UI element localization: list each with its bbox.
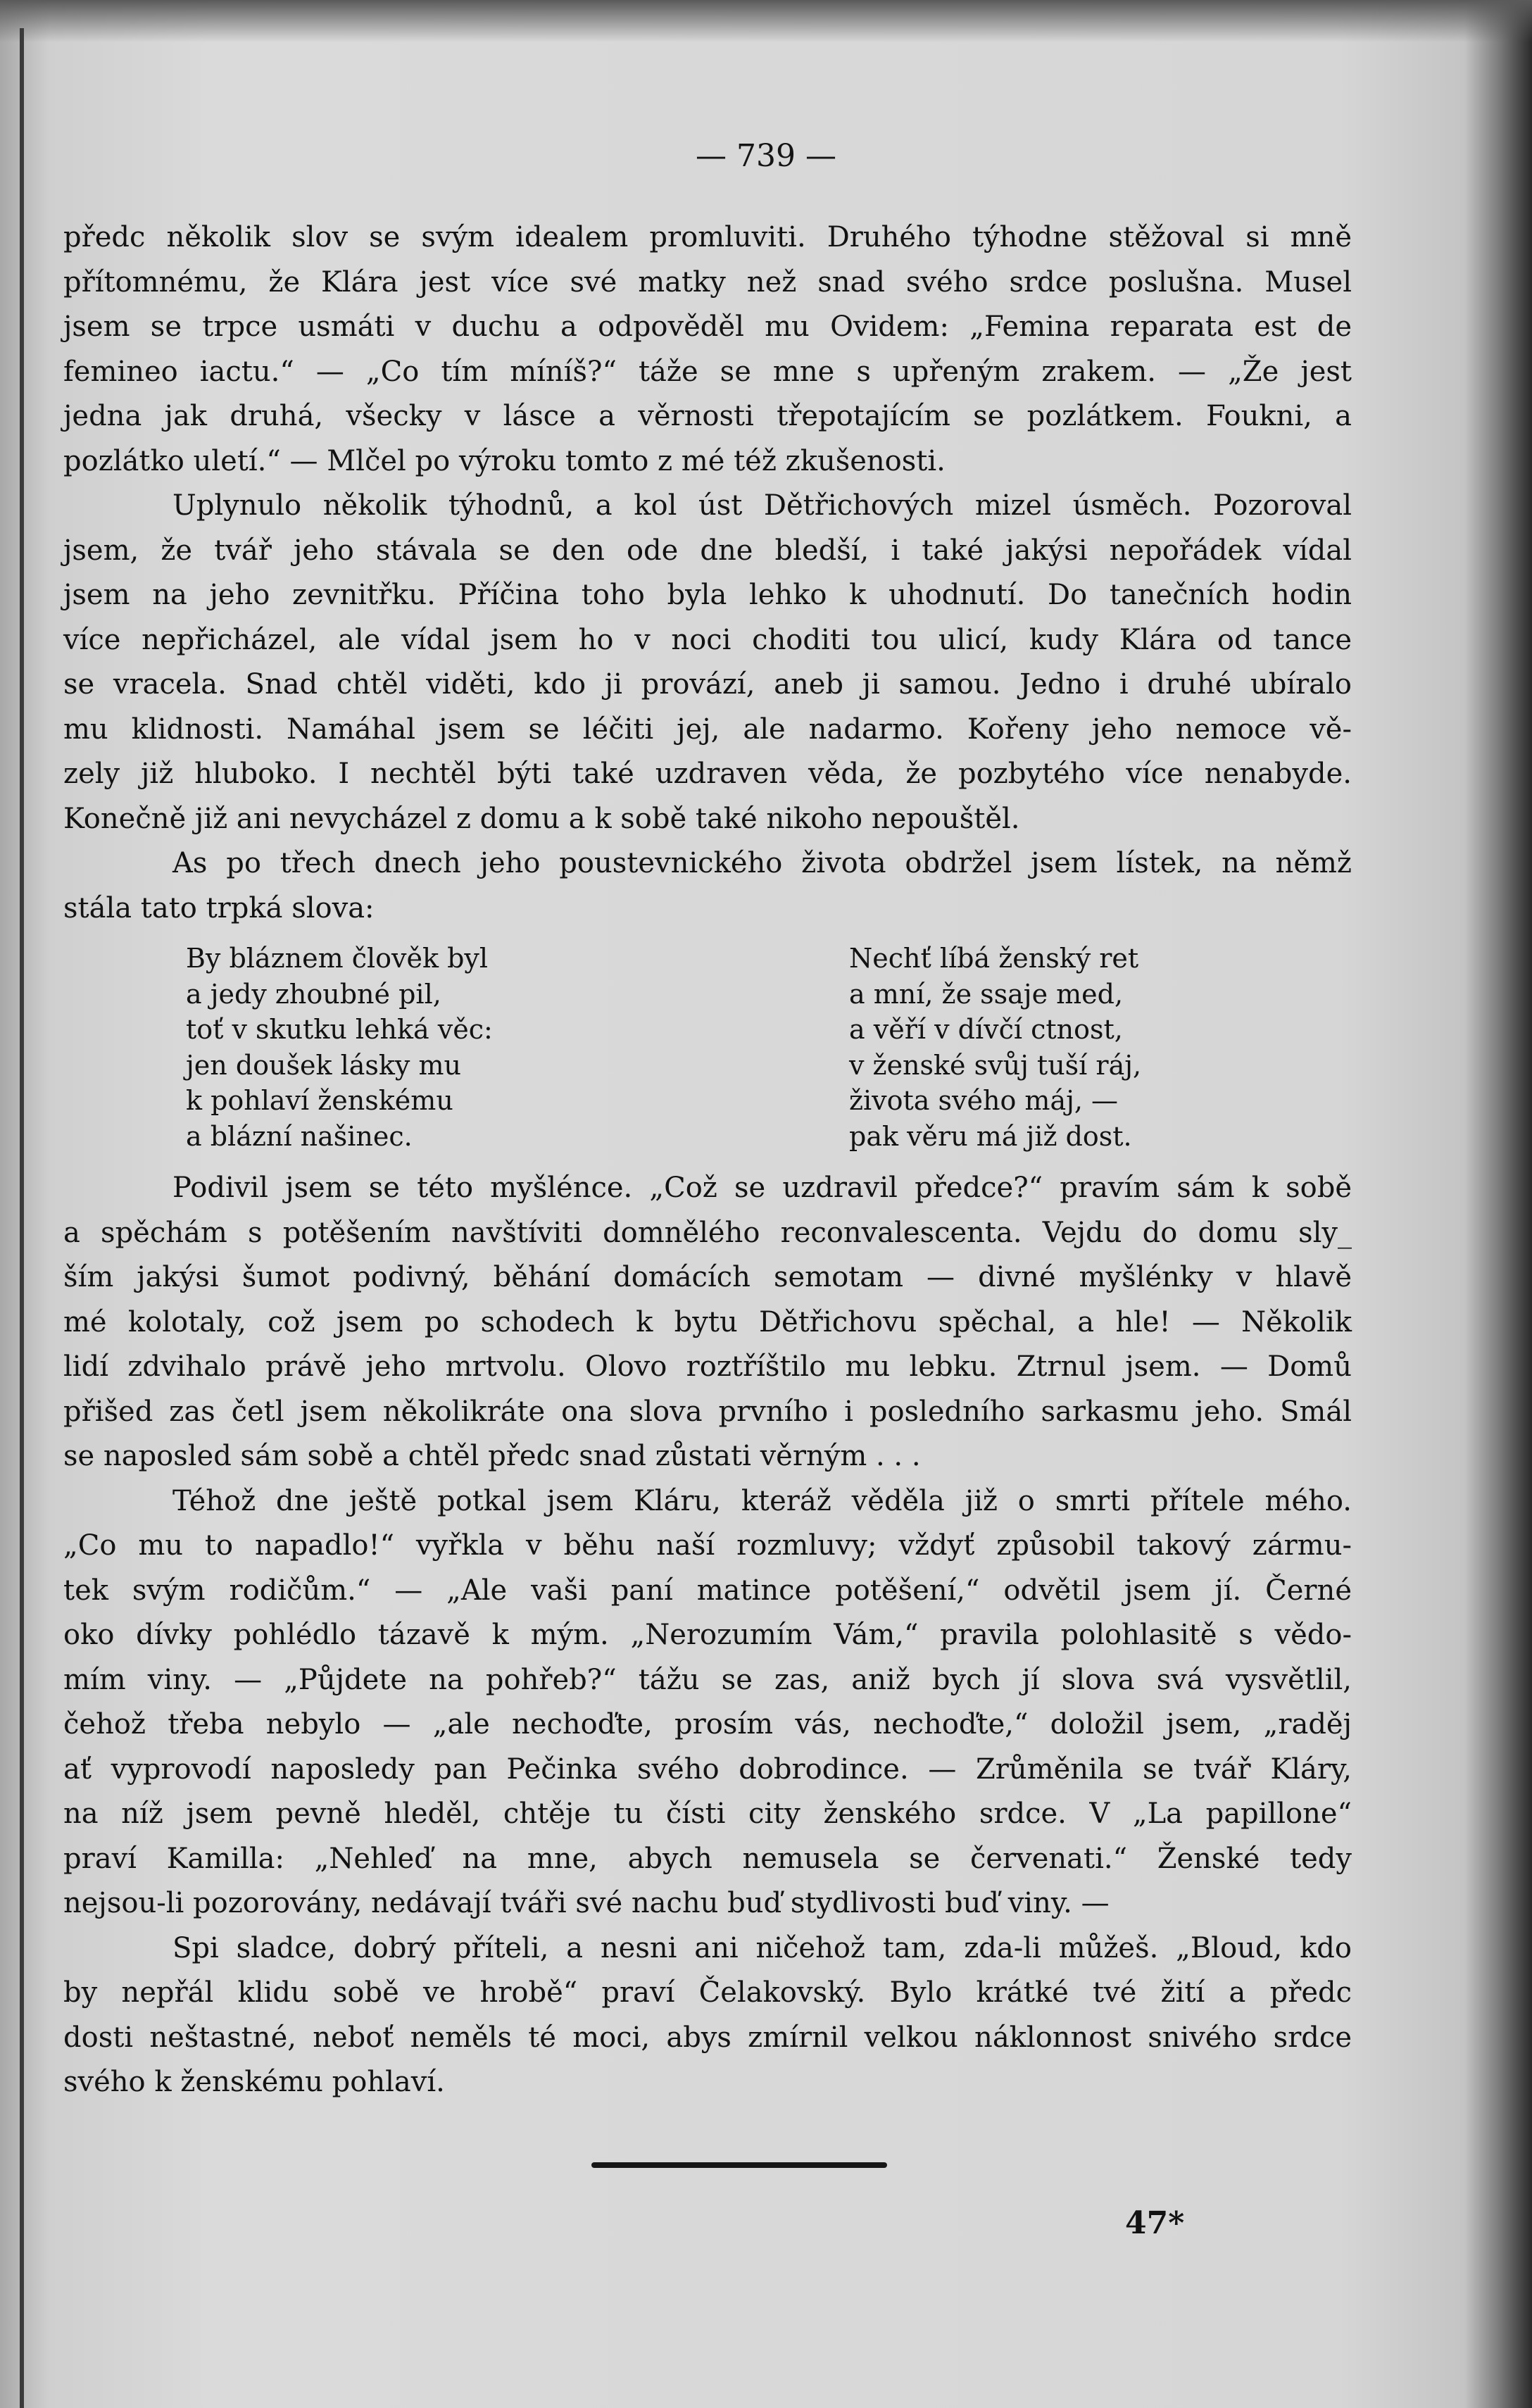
poem-line: jen doušek lásky mu bbox=[186, 1049, 461, 1081]
text-line: dosti neštastné, neboť neměls té moci, abys zmírnil velkou náklonnost snivého srdce bbox=[63, 2021, 1352, 2054]
text-line: by nepřál klidu sobě ve hrobě“ praví Čelakovský. Bylo krátké tvé žití a předc bbox=[63, 1976, 1352, 2009]
text-line: femineo iactu.“ — „Co tím míníš?“ táže se mne s upřeným zrakem. — „Že jest bbox=[63, 355, 1352, 388]
text-line: pozlátko uletí.“ — Mlčel po výroku tomto z mé též zkušenosti. bbox=[63, 444, 946, 477]
poem-line: By bláznem člověk byl bbox=[186, 943, 489, 974]
text-line: mím viny. — „Půjdete na pohřeb?“ tážu se zas, aniž bych jí slova svá vysvětlil, bbox=[63, 1663, 1352, 1696]
poem-line: pak věru má již dost. bbox=[849, 1120, 1132, 1152]
text-line: ať vyprovodí naposledy pan Pečinka svého dobrodince. — Zrůměnila se tvář Kláry, bbox=[63, 1752, 1352, 1786]
text-line: Spi sladce, dobrý příteli, a nesni ani ničehož tam, zda-li můžeš. „Bloud, kdo bbox=[172, 1931, 1352, 1964]
text-line: nejsou-li pozorovány, nedávají tváři své nachu buď stydlivosti buď viny. — bbox=[63, 1887, 1110, 1919]
text-line: As po třech dnech jeho poustevnického života obdržel jsem lístek, na němž bbox=[172, 847, 1352, 879]
poem-line: v ženské svůj tuší ráj, bbox=[849, 1049, 1142, 1081]
text-line: jsem, že tvář jeho stávala se den ode dne bledší, i také jakýsi nepořádek vídal bbox=[63, 534, 1352, 567]
text-line: se naposled sám sobě a chtěl předc snad zůstati věrným . . . bbox=[63, 1440, 921, 1472]
poem-line: a věří v dívčí ctnost, bbox=[849, 1014, 1123, 1045]
poem-line: k pohlaví ženskému bbox=[186, 1085, 453, 1116]
binding-edge bbox=[20, 28, 24, 2408]
text-line: zely již hluboko. I nechtěl býti také uzdraven věda, že pozbytého více nenabyde. bbox=[63, 758, 1352, 790]
text-line: na níž jsem pevně hleděl, chtěje tu čísti city ženského srdce. V „La papillone“ bbox=[63, 1798, 1352, 1830]
poem-line: a mní, že ssaje med, bbox=[849, 978, 1124, 1010]
text-line: a spěchám s potěšením navštíviti domnělého reconvalescenta. Vejdu do domu sly_ bbox=[63, 1216, 1352, 1249]
text-line: přišed zas četl jsem několikráte ona slova prvního i posledního sarkasmu jeho. Smál bbox=[63, 1395, 1352, 1428]
page-number: — 739 — bbox=[696, 138, 836, 174]
text-line: stála tato trpká slova: bbox=[63, 891, 375, 924]
text-line: více nepřicházel, ale vídal jsem ho v noci choditi tou ulicí, kudy Klára od tance bbox=[63, 623, 1352, 656]
scan-shadow bbox=[0, 0, 1532, 42]
closing-rule bbox=[591, 2162, 887, 2168]
poem-line: toť v skutku lehká věc: bbox=[186, 1014, 493, 1045]
text-line: „Co mu to napadlo!“ vyřkla v běhu naší rozmluvy; vždyť způsobil takový zármu- bbox=[63, 1529, 1352, 1562]
text-line: přítomnému, že Klára jest více své matky než snad svého srdce poslušna. Musel bbox=[63, 265, 1352, 299]
signature-mark: 47* bbox=[1125, 2205, 1185, 2241]
text-line: ším jakýsi šumot podivný, běhání domácích semotam — divné myšlénky v hlavě bbox=[63, 1261, 1352, 1293]
text-line: oko dívky pohlédlo tázavě k mým. „Nerozumím Vám,“ pravila polohlasitě s vědo- bbox=[63, 1619, 1352, 1651]
text-line: mé kolotaly, což jsem po schodech k bytu Dětřichovu spěchal, a hle! — Několik bbox=[63, 1305, 1352, 1338]
text-line: čehož třeba nebylo — „ale nechoďte, prosím vás, nechoďte,“ doložil jsem, „raděj bbox=[63, 1708, 1352, 1741]
text-block-lower bbox=[63, 1166, 1352, 2105]
poem-left-stanza bbox=[186, 941, 493, 1154]
text-line: Konečně již ani nevycházel z domu a k sobě také nikoho nepouštěl. bbox=[63, 802, 1020, 835]
poem-line: a jedy zhoubné pil, bbox=[186, 978, 441, 1010]
poem-line: Nechť líbá ženský ret bbox=[849, 943, 1139, 974]
text-line: Téhož dne ještě potkal jsem Kláru, kteráž věděla již o smrti přítele mého. bbox=[172, 1484, 1352, 1517]
poem-line: a blázní našinec. bbox=[186, 1120, 413, 1152]
text-line: praví Kamilla: „Nehleď na mne, abych nemusela se červenati.“ Ženské tedy bbox=[63, 1842, 1352, 1875]
text-line: jedna jak druhá, všecky v lásce a věrnosti třepotajícím se pozlátkem. Foukni, a bbox=[63, 400, 1352, 432]
poem-line: života svého máj, — bbox=[849, 1085, 1119, 1116]
text-line: Uplynulo několik týhodnů, a kol úst Dětřichových mizel úsměch. Pozoroval bbox=[172, 489, 1352, 522]
text-line: předc několik slov se svým idealem promluviti. Druhého týhodne stěžoval si mně bbox=[63, 221, 1352, 253]
text-line: jsem na jeho zevnitřku. Příčina toho byla lehko k uhodnutí. Do tanečních hodin bbox=[63, 579, 1352, 611]
text-line: se vracela. Snad chtěl viděti, kdo ji provází, aneb ji samou. Jedno i druhé ubíralo bbox=[63, 668, 1352, 701]
text-line: svého k ženskému pohlaví. bbox=[63, 2066, 445, 2098]
text-line: lidí zdvihalo právě jeho mrtvolu. Olovo roztříštilo mu lebku. Ztrnul jsem. — Domů bbox=[63, 1350, 1352, 1383]
poem-right-stanza bbox=[849, 941, 1141, 1154]
text-line: jsem se trpce usmáti v duchu a odpověděl mu Ovidem: „Femina reparata est de bbox=[63, 311, 1352, 343]
text-block-upper bbox=[63, 215, 1352, 931]
text-line: tek svým rodičům.“ — „Ale vaši paní matince potěšení,“ odvětil jsem jí. Černé bbox=[63, 1574, 1352, 1607]
text-line: mu klidnosti. Namáhal jsem se léčiti jej, ale nadarmo. Kořeny jeho nemoce vě- bbox=[63, 713, 1352, 746]
text-line: Podivil jsem se této myšlénce. „Což se uzdravil předce?“ pravím sám k sobě bbox=[172, 1172, 1352, 1204]
